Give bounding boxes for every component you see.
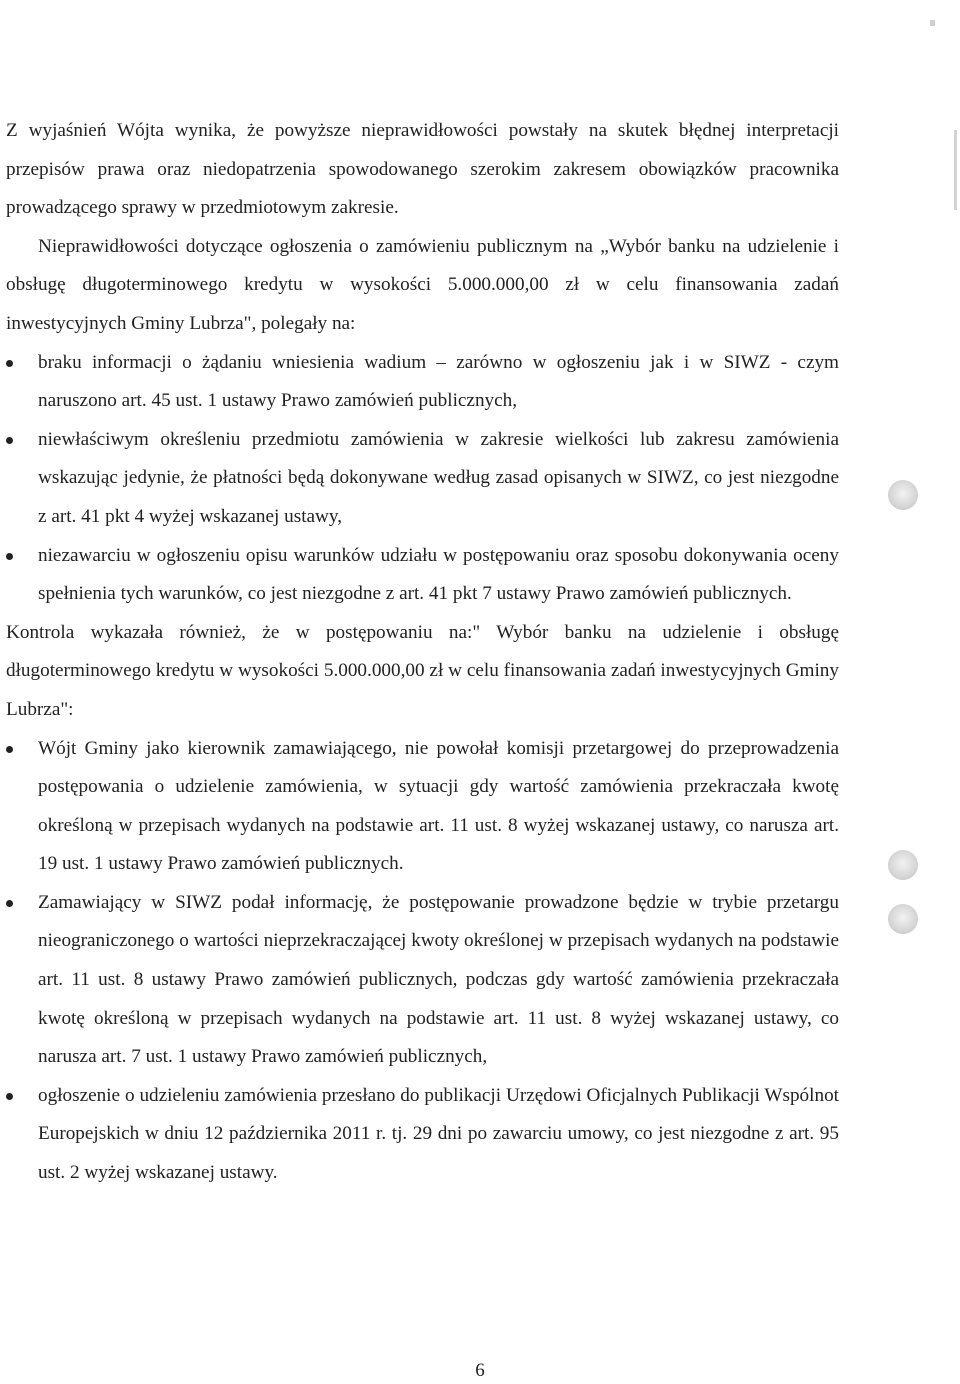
list-item-text: braku informacji o żądaniu wniesienia wadium – zarówno w ogłoszeniu jak i w SIWZ - czym naruszono art. 45 ust. 1 ustawy Prawo zamówień publicznych, bbox=[38, 351, 839, 412]
bullet-icon bbox=[6, 1093, 13, 1100]
list-item bbox=[6, 421, 839, 537]
page-number: 6 bbox=[475, 1360, 485, 1381]
scan-edge-shadow bbox=[954, 130, 957, 210]
list-item bbox=[6, 884, 839, 1077]
paragraph-explanation: Z wyjaśnień Wójta wynika, że powyższe nieprawidłowości powstały na skutek błędnej interpretacji przepisów prawa oraz niedopatrzenia spowodowanego szerokim zakresem obowiązków pracownika prowadzącego sprawy w przedmiotowym zakresie. bbox=[6, 120, 839, 219]
list-item-text: Wójt Gminy jako kierownik zamawiającego, nie powołał komisji przetargowej do przeprowadzenia postępowania o udzielenie zamówienia, w sytuacji gdy wartość zamówienia przekraczała kwotę określoną w przepisach wydanych na podstawie art. 11 ust. 8 wyżej wskazanej ustawy, co narusza art. 19 ust. 1 ustawy Prawo zamówień publicznych. bbox=[38, 737, 839, 875]
list-item bbox=[6, 344, 839, 421]
list-item bbox=[6, 537, 839, 614]
list-item bbox=[6, 1077, 839, 1193]
list-item-text: niewłaściwym określeniu przedmiotu zamówienia w zakresie wielkości lub zakresu zamówienia wskazując jedynie, że płatności będą dokonywane według zasad opisanych w SIWZ, co jest niezgodne z art. 41 pkt 4 wyżej wskazanej ustawy, bbox=[38, 428, 839, 527]
paragraph-inspection-findings: Kontrola wykazała również, że w postępowaniu na:" Wybór banku na udzielenie i obsługę długoterminowego kredytu w wysokości 5.000.000,00 zł w celu finansowania zadań inwestycyjnych Gminy Lubrza": bbox=[6, 621, 839, 720]
paragraph-irregularities-intro: Nieprawidłowości dotyczące ogłoszenia o zamówieniu publicznym na „Wybór banku na udzielenie i obsługę długoterminowego kredytu w wysokości 5.000.000,00 zł w celu finansowania zadań inwestycyjnych Gminy Lubrza", polegały na: bbox=[6, 235, 839, 334]
binder-hole-icon bbox=[888, 904, 918, 934]
scan-speck bbox=[930, 20, 935, 26]
binder-hole-icon bbox=[888, 480, 918, 510]
bullet-icon bbox=[6, 746, 13, 753]
binder-hole-icon bbox=[888, 850, 918, 880]
document-body bbox=[6, 112, 839, 1193]
irregularities-list bbox=[6, 344, 839, 614]
list-item bbox=[6, 730, 839, 884]
list-item-text: Zamawiający w SIWZ podał informację, że postępowanie prowadzone będzie w trybie przetargu nieograniczonego o wartości nieprzekraczającej kwoty określonej w przepisach wydanych na podstawie art. 11 ust. 8 ustawy Prawo zamówień publicznych, podczas gdy wartość zamówienia przekraczała kwotę określoną w przepisach wydanych na podstawie art. 11 ust. 8 wyżej wskazanej ustawy, co narusza art. 7 ust. 1 ustawy Prawo zamówień publicznych, bbox=[38, 891, 839, 1068]
bullet-icon bbox=[6, 553, 13, 560]
findings-list bbox=[6, 730, 839, 1193]
bullet-icon bbox=[6, 900, 13, 907]
bullet-icon bbox=[6, 360, 13, 367]
list-item-text: niezawarciu w ogłoszeniu opisu warunków udziału w postępowaniu oraz sposobu dokonywania oceny spełnienia tych warunków, co jest niezgodne z art. 41 pkt 7 ustawy Prawo zamówień publicznych. bbox=[38, 544, 839, 605]
bullet-icon bbox=[6, 437, 13, 444]
list-item-text: ogłoszenie o udzieleniu zamówienia przesłano do publikacji Urzędowi Oficjalnych Publikacji Wspólnot Europejskich w dniu 12 października 2011 r. tj. 29 dni po zawarciu umowy, co jest niezgodne z art. 95 ust. 2 wyżej wskazanej ustawy. bbox=[38, 1084, 839, 1184]
